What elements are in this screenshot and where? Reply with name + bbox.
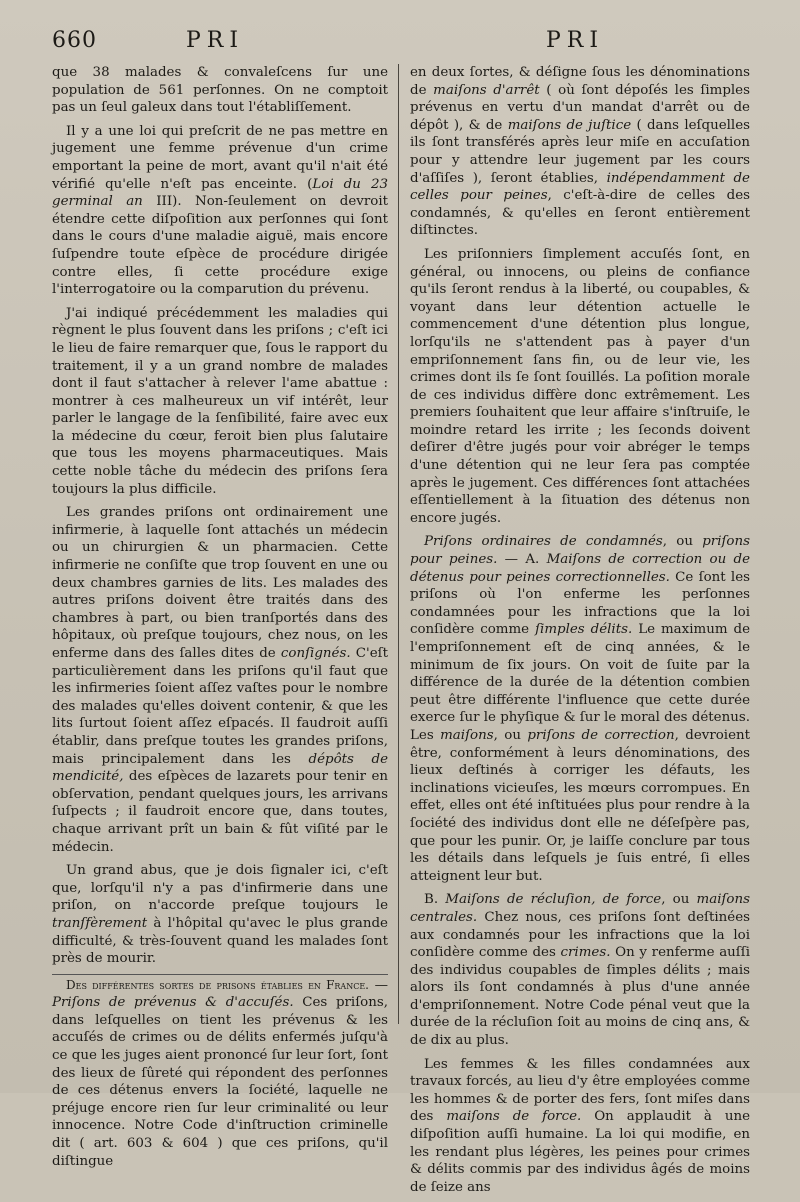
paragraph: B. Maiſons de récluſion, de force, ou maiſons centrales. Chez nous, ces priſons ſont deſtinées aux condamnés pour les infractions que la loi conſidère comme des crimes. On y renferme auſſi des individus coupables de ſimples délits ; mais alors ils ſont condamnés à plus d'une année d'empriſonnement. Notre Code pénal veut que la durée de la récluſion ſoit au moins de cinq ans, & de dix au plus. — [410, 892, 750, 1049]
running-head-right: PRI — [546, 28, 605, 53]
section-paragraph: Des différentes sortes de prisons établies en France. — Priſons de prévenus & d'accuſés. Ces priſons, dans leſquelles on tient les prévenus & les accuſés de crimes ou de délits enfermés juſqu'à ce que les juges aient prononcé ſur leur ſort, ſont des lieux de ſûreté qui répondent des perſonnes de ces détenus envers la ſociété, laquelle ne préjuge encore rien ſur leur criminalité ou leur innocence. Notre Code d'inſtruction criminelle dit ( art. 603 & 604 ) que ces priſons, qu'il diſtingue — [52, 974, 388, 1171]
running-head-left: PRI — [186, 28, 245, 53]
paragraph: Les priſonniers ſimplement accuſés ſont, en général, ou innocens, ou pleins de confiance qu'ils ſeront rendus à la liberté, ou coupables, & voyant dans leur détention actuelle le commencement d'une détention plus longue, lorſqu'ils ne s'attendent pas à payer d'un empriſonnement ſans fin, ou de leur vie, les crimes dont ils ſe ſont ſouillés. La poſition morale de ces individus diffère donc extrêmement. Les premiers ſouhaitent que leur affaire s'inſtruiſe, le moindre retard les irrite ; les ſeconds doivent deſirer d'être jugés pour voir abréger le temps d'une détention qui ne leur ſera pas comptée après le jugement. Ces différences ſont attachées eſſentiellement à la ſituation des détenus non encore jugés. — [410, 246, 750, 526]
column-divider — [398, 64, 399, 1024]
paragraph: en deux ſortes, & déſigne ſous les dénominations de maiſons d'arrêt ( où ſont dépoſés les ſimples prévenus en vertu d'un mandat d'arrêt ou de dépôt ), & de maiſons de juſtice ( dans leſquelles ils ſont transférés après leur miſe en accuſation pour y attendre leur jugement par les cours d'aſſiſes ), ſeront établies, indépendamment de celles pour peines, c'eſt-à-dire de celles des condamnés, & qu'elles en ſeront entièrement diſtinctes. — [410, 65, 750, 239]
paragraph: Priſons ordinaires de condamnés, ou priſons pour peines. — A. Maiſons de correction ou de détenus pour peines correctionnelles. Ce ſont les priſons où l'on enferme les perſonnes condamnées pour les infractions que la loi conſidère comme ſimples délits. Le maximum de l'empriſonnement eſt de cinq années, & le minimum de ſix jours. On voit de ſuite par la différence de la durée de la détention combien peut être différente l'influence que cette durée exerce ſur le phyſique & ſur le moral des détenus. Les maiſons, ou priſons de correction, devroient être, conformément à leurs dénominations, des lieux deſtinés à corriger les défauts, les inclinations vicieuſes, les mœurs corrompues. En effet, elles ont été inſtituées plus pour rendre à la ſociété des individus dont elle ne déſeſpère pas, que pour les punir. Or, je laiſſe conclure par tous les détails dans leſquels je ſuis entré, ſi elles atteignent leur but. — [410, 534, 751, 884]
section-heading: Des différentes sortes de prisons établies en France. — [66, 977, 369, 992]
paragraph: J'ai indiqué précédemment les maladies qui règnent le plus ſouvent dans les priſons ; c'eſt ici le lieu de faire remarquer que, ſous le rapport du traitement, il y a un grand nombre de malades dont il faut s'attacher à relever l'ame abattue : montrer à ces malheureux un vif intérêt, leur parler le langage de la ſenſibilité, faire avec eux la médecine du cœur, feroit bien plus ſalutaire que tous les moyens pharmaceutiques. Mais cette noble tâche du médecin des priſons ſera toujours la plus difficile. — [52, 305, 388, 497]
paragraph: Un grand abus, que je dois ſignaler ici, c'eſt que, lorſqu'il n'y a pas d'infirmerie dans une priſon, on n'accorde preſque toujours le tranſfèrement à l'hôpital qu'avec le plus grande difficulté, & très-ſouvent quand les malades ſont près de mourir. — [52, 863, 388, 967]
paragraph: Il y a une loi qui preſcrit de ne pas mettre en jugement une femme prévenue d'un crime emportant la peine de mort, avant qu'il n'ait été vérifié qu'elle n'eſt pas enceinte. (Loi du 23 germinal an III). Non-ſeulement on devroit étendre cette diſpoſition aux perſonnes qui ſont dans le cours d'une maladie aiguë, mais encore ſuſpendre toute eſpèce de procédure dirigée contre elles, ſi cette procédure exige l'interrogatoire ou la comparution du prévenu. — [52, 123, 388, 298]
paragraph: Les femmes & les filles condamnées aux travaux forcés, au lieu d'y être employées comme les hommes & de porter des fers, ſont miſes dans des maiſons de force. On applaudit à une diſpoſition auſſi humaine. La loi qui modifie, en les rendant plus légères, les peines pour crimes & délits commis par des individus âgés de moins de ſeize ans — [410, 1056, 751, 1195]
right-column — [410, 64, 750, 1202]
paragraph: Les grandes priſons ont ordinairement une infirmerie, à laquelle ſont attachés un médecin ou un chirurgien & un pharmacien. Cette infirmerie ne conſiſte que trop ſouvent en une ou deux chambres garnies de lits. Les malades des autres priſons doivent être traités dans des chambres à part, ou bien tranſportés dans des hôpitaux, où preſque toujours, chez nous, on les enferme dans des ſalles dites de conſignés. C'eſt particulièrement dans les priſons qu'il faut que les infirmeries ſoient aſſez vaſtes pour le nombre des malades qu'elles doivent contenir, & que les lits ſurtout ſoient aſſez eſpacés. Il faudroit auſſi établir, dans preſque toutes les grandes priſons, mais principalement dans les dépôts de mendicité, des eſpèces de lazarets pour tenir en obſervation, pendant quelques jours, les arrivans ſuſpects ; il faudroit encore que, dans toutes, chaque arrivant prît un bain & fût viſité par le médecin. — [52, 505, 388, 855]
paragraph: que 38 malades & convaleſcens ſur une population de 561 perſonnes. On ne comptoit pas un ſeul galeux dans tout l'établiſſement. — [52, 65, 388, 116]
left-column — [52, 64, 388, 1176]
page-number: 660 — [52, 28, 97, 53]
